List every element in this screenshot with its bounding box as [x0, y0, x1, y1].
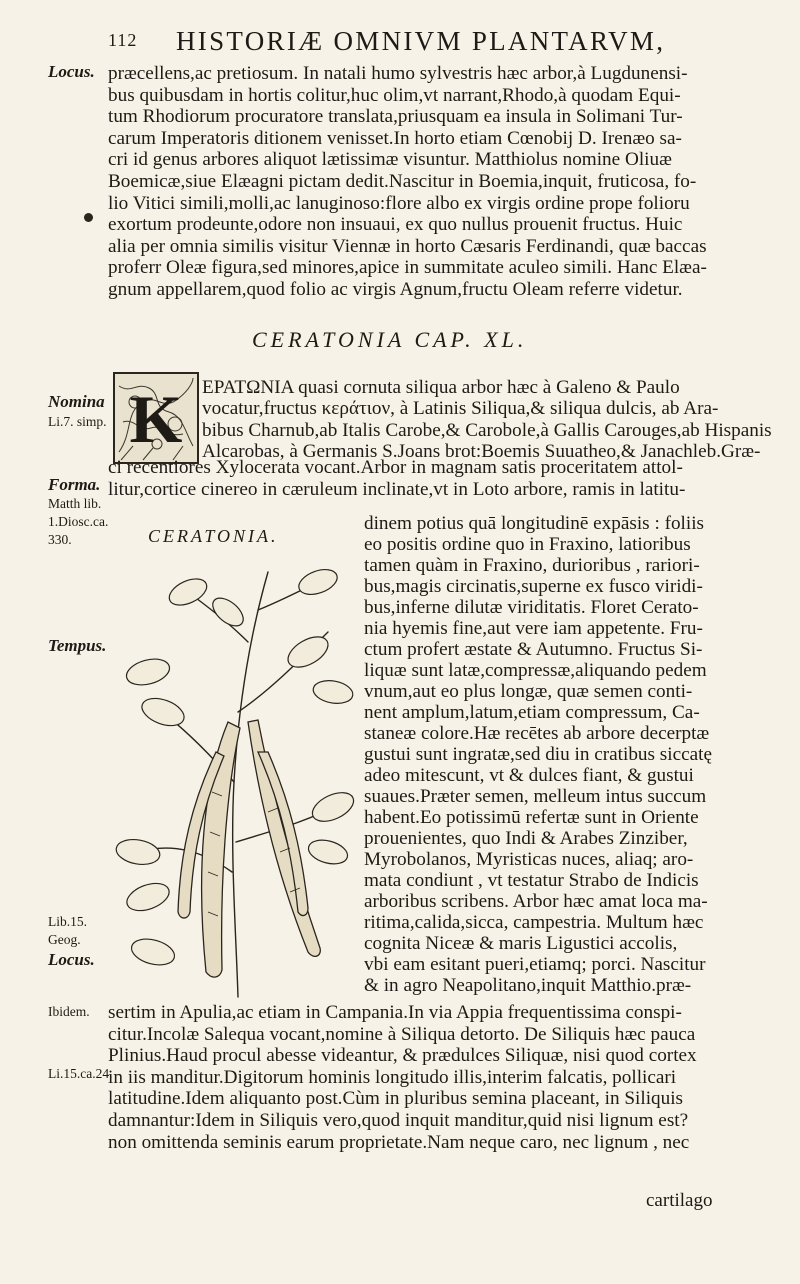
- ink-blot: [84, 213, 93, 222]
- text-line: liquæ sunt latæ,compressæ,aliquando pedem: [364, 660, 707, 681]
- catchword: cartilago: [646, 1190, 713, 1211]
- text-line: proferr Oleæ figura,sed minores,apice in summitate aculeo simili. Hanc Elæa-: [108, 257, 707, 279]
- text-line: in iis manditur.Digitorum hominis longitudo illis,interim falcatis, pollicari: [108, 1066, 677, 1088]
- margin-note: 1.Diosc.ca.: [48, 514, 109, 529]
- text-line: præcellens,ac pretiosum. In natali humo sylvestris hæc arbor,à Lugdunensi-: [108, 63, 688, 84]
- text-line: citur.Incolæ Salequa vocant,nomine à Siliqua detorto. De Siliquis hæc pauca: [108, 1023, 696, 1045]
- text-line: alia per omnia similis visitur Viennæ in horto Cæsaris Ferdinandi, quæ baccas: [108, 235, 707, 257]
- leaves: [114, 565, 358, 969]
- decorated-initial: [113, 372, 199, 464]
- margin-note: 330.: [48, 532, 72, 547]
- text-line: Myrobolanos, Myristicas nuces, aliaq; aro-: [364, 849, 694, 870]
- text-line: lio Vitici simili,molli,ac lanuginoso:flore albo ex virgis ordine prope folioru: [108, 192, 690, 214]
- margin-note: Li.15.ca.24.: [48, 1066, 113, 1081]
- text-line: EPATΩNIA quasi cornuta siliqua arbor hæc à Galeno & Paulo: [202, 377, 680, 398]
- text-line: vnum,aut eo plus longæ, quæ semen conti-: [364, 681, 693, 702]
- chapter-heading: CERATONIA CAP. XL.: [252, 327, 528, 352]
- text-line: litur,cortice cinereo in cæruleum inclinate,vt in Loto arbore, ramis in latitu-: [108, 479, 686, 500]
- text-line: vocatur,fructus κεράτιον, à Latinis Siliqua,& siliqua dulcis, ab Ara-: [202, 398, 719, 420]
- text-line: exortum prodeunte,odore non insuaui, ex quo nullus prouenit fructus. Huic: [108, 214, 683, 236]
- text-line: ritima,calida,sicca, campestria. Multum hæc: [364, 912, 704, 933]
- text-line: nent amplum,latum,etiam compressum, Ca-: [364, 702, 700, 723]
- text-line: Alcarobas, à Germanis S.Joans brot:Boemis Suuatheo,& Janachleb.Græ-: [202, 441, 761, 463]
- margin-note: Locus.: [48, 62, 95, 81]
- text-line: arboribus scribens. Arbor hæc amat loca ma-: [364, 891, 708, 912]
- text-line: ci recentiores Xylocerata vocant.Arbor in magnam satis proceritatem attol-: [108, 457, 683, 478]
- text-line: Boemicæ,siue Elæagni pictam dedit.Nascitur in Boemia,inquit, fruticosa, fo-: [108, 171, 697, 192]
- margin-note: Locus.: [48, 950, 95, 969]
- text-line: bus,magis circinatis,superne ex fusco viridi-: [364, 576, 703, 597]
- text-line: bibus Charnub,ab Italis Carobe,& Carobole,à Gallis Carouges,ab Hispanis: [202, 419, 772, 441]
- margin-note: Nomina: [48, 392, 105, 411]
- text-line: staneæ colore.Hæ recētes ab arbore decerptæ: [364, 723, 710, 744]
- text-line: prouenientes, quo Indi & Arabes Zinziber,: [364, 828, 688, 849]
- margin-note: Tempus.: [48, 636, 107, 655]
- page-number: 112: [108, 30, 138, 50]
- text-line: cri id genus arbores aliquot lætissimæ visuntur. Matthiolus nomine Oliuæ: [108, 149, 672, 171]
- text-line: bus,inferne dilutæ viriditatis. Floret Cerato-: [364, 597, 699, 618]
- text-line: & in agro Neapolitano,inquit Matthio.præ-: [364, 975, 692, 996]
- text-line: nia hyemis fine,aut vere iam appetente. Fru-: [364, 618, 703, 639]
- text-line: tum Rhodiorum procuratore translata,priusquam ea insula in Solimani Tur-: [108, 106, 683, 128]
- text-line: sertim in Apulia,ac etiam in Campania.In via Appia frequentissima conspi-: [108, 1002, 682, 1023]
- text-line: tamen quàm in Fraxino, durioribus , rariori-: [364, 555, 700, 576]
- page-header: [100, 20, 666, 56]
- text-line: mata condiunt , vt testatur Strabo de Indicis: [364, 870, 699, 891]
- margin-note: Geog.: [48, 932, 81, 947]
- margin-note: Forma.: [48, 475, 101, 494]
- text-line: gnum appellarem,quod folio ac virgis Agnum,fructu Oleam referre videtur.: [108, 279, 683, 300]
- text-line: gustui sunt ingratæ,sed diu in cratibus siccatę: [364, 744, 712, 765]
- running-title: HISTORIÆ OMNIVM PLANTARVM,: [176, 26, 666, 56]
- text-line: ctum profert æstate & Autumno. Fructus Si-: [364, 639, 703, 660]
- text-line: non omittenda seminis earum proprietate.Nam neque caro, nec lignum , nec: [108, 1131, 690, 1153]
- text-line: carum Imperatoris ditionem venisset.In horto etiam Cœnobij D. Irenæo sa-: [108, 127, 682, 149]
- margin-note: Li.7. simp.: [48, 414, 107, 429]
- text-line: dinem potius quā longitudinē expāsis : foliis: [364, 513, 705, 534]
- text-line: Plinius.Haud procul abesse videantur, & prædulces Siliquæ, nisi quod cortex: [108, 1045, 697, 1067]
- carob-pods: [178, 720, 320, 977]
- text-line: latitudine.Idem aliquanto post.Cùm in pluribus semina placeant, in Siliquis: [108, 1088, 684, 1110]
- margin-note: Matth lib.: [48, 496, 102, 511]
- margin-note: Lib.15.: [48, 914, 87, 929]
- initial-letter: K: [129, 381, 183, 457]
- text-line: cognita Niceæ & maris Ligustici accolis,: [364, 933, 678, 954]
- text-line: eo positis ordine quo in Fraxino, latioribus: [364, 534, 691, 555]
- text-line: bus quibusdam in hortis colitur,huc olim,vt narrant,Rhodo,à quodam Equi-: [108, 84, 681, 106]
- figure-caption: CERATONIA.: [148, 526, 279, 546]
- text-line: damnantur:Idem in Siliquis vero,quod inquit manditur,quid nisi lignum est?: [108, 1110, 689, 1131]
- text-line: vbi eam esitant pueri,etiamq; porci. Nascitur: [364, 954, 706, 975]
- text-line: habent.Eo potissimū refertæ sunt in Oriente: [364, 807, 699, 828]
- margin-note: Ibidem.: [48, 1004, 90, 1019]
- carob-illustration: [108, 552, 358, 1002]
- text-line: adeo mitescunt, vt & dulces fiant, & gustui: [364, 765, 694, 786]
- text-line: suaues.Præter semen, melleum intus succum: [364, 786, 707, 807]
